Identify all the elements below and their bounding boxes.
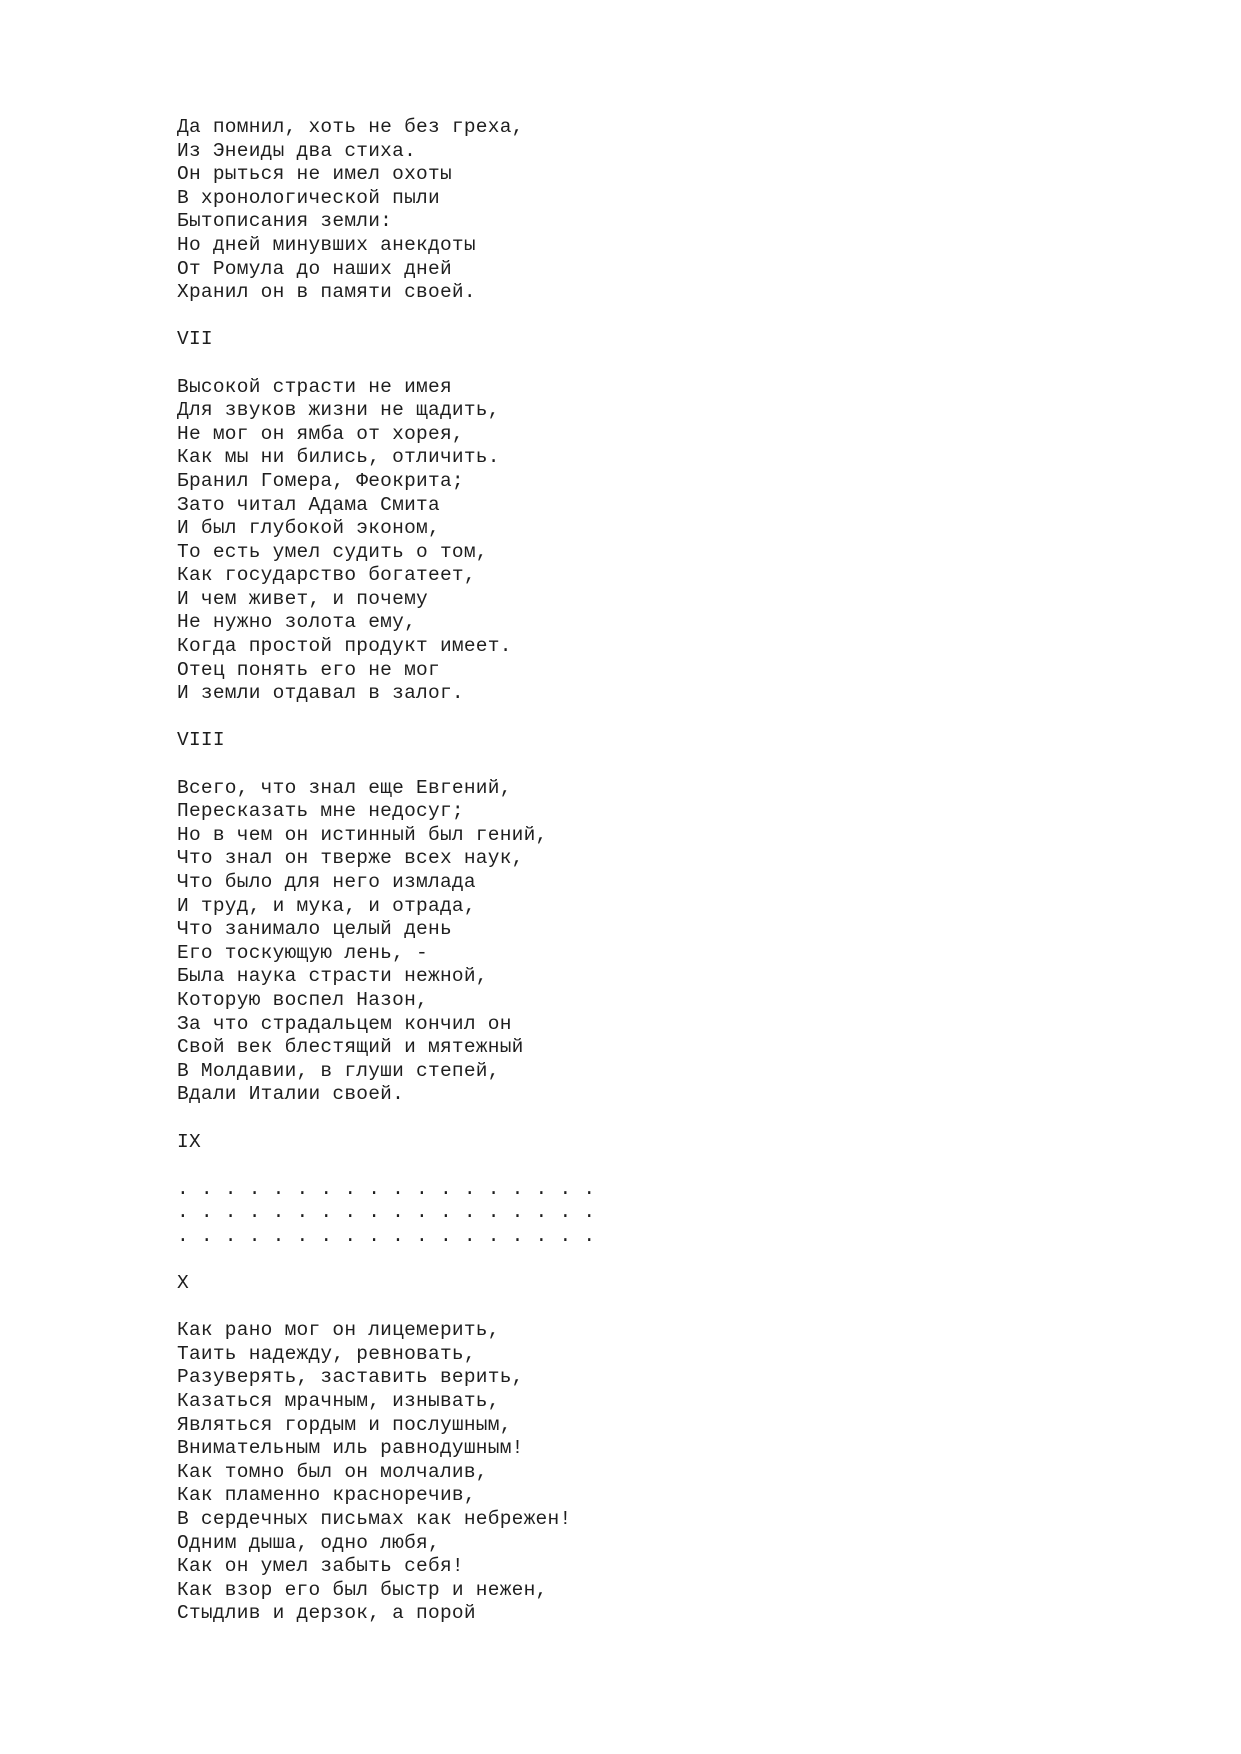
poem-line: За что страдальцем кончил он [177,1012,512,1035]
poem-line: Когда простой продукт имеет. [177,635,512,658]
poem-line: И был глубокой эконом, [177,517,440,540]
stanza-gap [177,753,595,777]
stanza-gap [177,1107,595,1131]
poem-line: Была наука страсти нежной, [177,965,488,988]
poem-line: Как томно был он молчалив, [177,1460,488,1483]
stanza-gap [177,1296,595,1320]
poem-line: В хронологической пыли [177,186,440,209]
poem-text [177,116,595,1626]
poem-line: Что занимало целый день [177,918,452,941]
poem-line: Как рано мог он лицемерить, [177,1319,500,1342]
omission-dots-line: . . . . . . . . . . . . . . . . . . [177,1201,596,1224]
poem-line: Его тоскующую лень, - [177,941,428,964]
poem-line: Но дней минувших анекдоты [177,233,476,256]
poem-line: В Молдавии, в глуши степей, [177,1059,500,1082]
poem-line: И труд, и мука, и отрада, [177,894,476,917]
stanza-gap [177,352,595,376]
poem-line: Разуверять, заставить верить, [177,1366,524,1389]
omission-dots-line: . . . . . . . . . . . . . . . . . . [177,1177,596,1200]
stanza-gap [177,1154,595,1178]
poem-line: То есть умел судить о том, [177,540,488,563]
omission-dots-line: . . . . . . . . . . . . . . . . . . [177,1224,596,1247]
stanza-numeral: VIII [177,729,225,752]
poem-line: Хранил он в памяти своей. [177,281,476,304]
poem-line: Как пламенно красноречив, [177,1484,476,1507]
poem-line: Как он умел забыть себя! [177,1555,464,1578]
stanza-numeral: VII [177,328,213,351]
poem-line: Бранил Гомера, Феокрита; [177,469,464,492]
poem-line: Бытописания земли: [177,210,393,233]
poem-line: Но в чем он истинный был гений, [177,823,548,846]
poem-line: Казаться мрачным, изнывать, [177,1390,500,1413]
poem-line: Отец понять его не мог [177,658,440,681]
poem-line: И чем живет, и почему [177,587,428,610]
poem-line: Как взор его был быстр и нежен, [177,1578,548,1601]
poem-line: От Ромула до наших дней [177,257,452,280]
poem-line: Как мы ни бились, отличить. [177,446,500,469]
poem-line: Пересказать мне недосуг; [177,800,464,823]
poem-line: Не нужно золота ему, [177,611,417,634]
poem-line: И земли отдавал в залог. [177,682,464,705]
poem-line: Являться гордым и послушным, [177,1413,512,1436]
stanza-numeral: X [177,1272,189,1295]
poem-line: Всего, что знал еще Евгений, [177,776,512,799]
poem-line: Что было для него измлада [177,871,476,893]
poem-line: Да помнил, хоть не без греха, [177,116,524,138]
poem-line: Из Энеиды два стиха. [177,139,417,162]
poem-line: Что знал он тверже всех наук, [177,847,524,870]
poem-line: Стыдлив и дерзок, а порой [177,1602,476,1625]
poem-line: Зато читал Адама Смита [177,493,440,516]
poem-line: Одним дыша, одно любя, [177,1531,440,1554]
poem-line: Свой век блестящий и мятежный [177,1036,524,1059]
poem-line: В сердечных письмах как небрежен! [177,1508,572,1531]
poem-line: Он рыться не имел охоты [177,163,452,186]
poem-line: Как государство богатеет, [177,564,476,587]
poem-line: Таить надежду, ревновать, [177,1342,476,1365]
poem-line: Внимательным иль равнодушным! [177,1437,524,1460]
poem-line: Которую воспел Назон, [177,988,428,1011]
poem-line: Для звуков жизни не щадить, [177,399,500,422]
stanza-numeral: IX [177,1130,201,1153]
poem-line: Не мог он ямба от хорея, [177,422,464,445]
stanza-gap [177,1249,595,1273]
poem-line: Вдали Италии своей. [177,1083,405,1106]
poem-line: Высокой страсти не имея [177,375,452,398]
stanza-gap [177,706,595,730]
stanza-gap [177,305,595,329]
